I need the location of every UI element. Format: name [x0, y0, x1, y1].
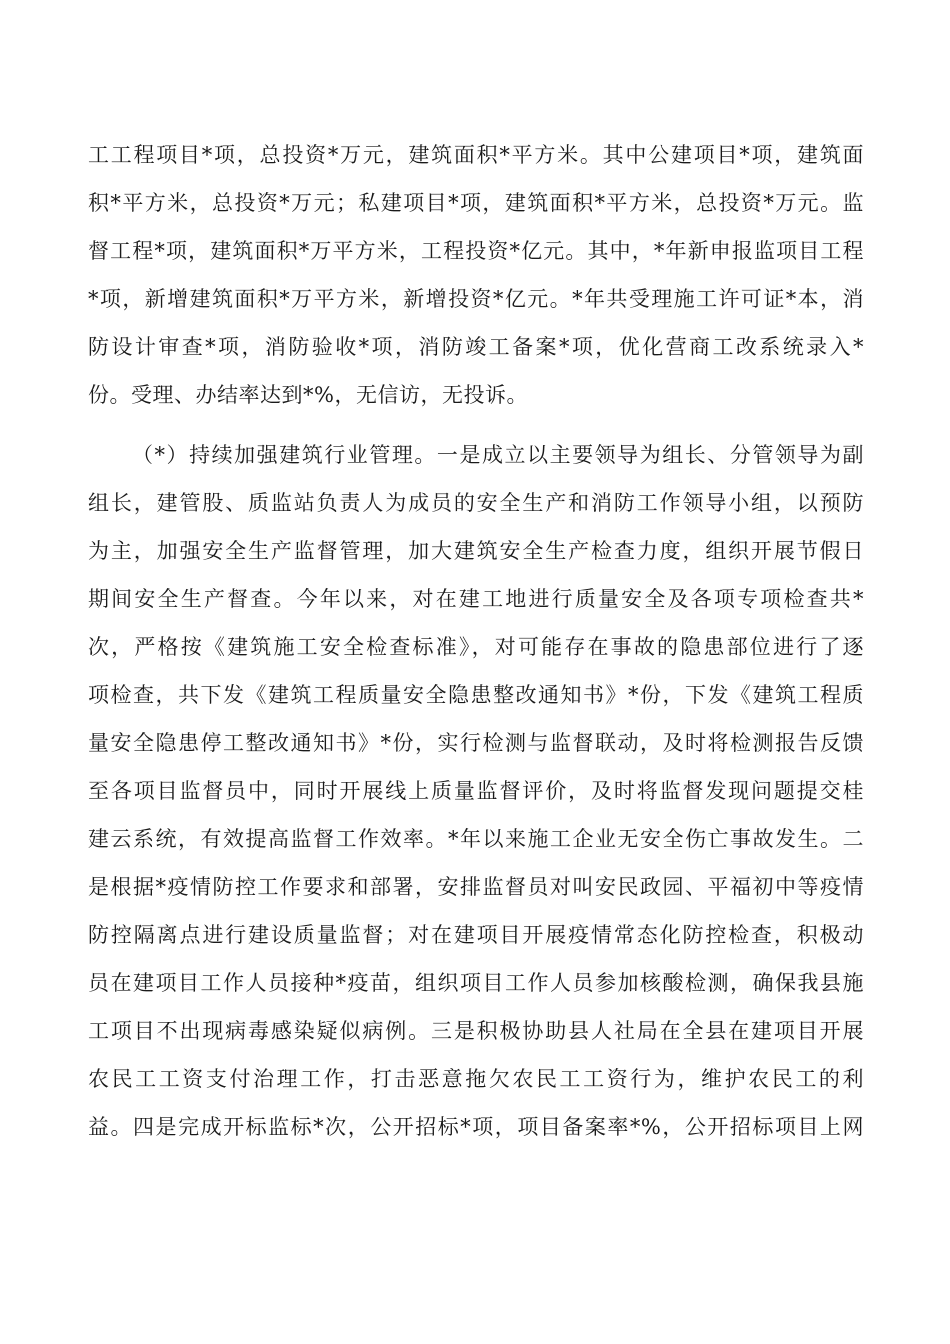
- paragraph-1-line-3: 督工程*项，建筑面积*万平方米，工程投资*亿元。其中，*年新申报监项目工程: [88, 239, 864, 263]
- document-body: [88, 131, 864, 1151]
- paragraph-2-line-1: （*）持续加强建筑行业管理。一是成立以主要领导为组长、分管领导为副: [132, 443, 864, 467]
- paragraph-1-line-5: 防设计审查*项，消防验收*项，消防竣工备案*项，优化营商工改系统录入*: [88, 335, 864, 359]
- paragraph-gap: [88, 419, 864, 431]
- paragraph-2-line-4: 期间安全生产督查。今年以来，对在建工地进行质量安全及各项专项检查共*: [88, 587, 864, 611]
- paragraph-2-line-12: 员在建项目工作人员接种*疫苗，组织项目工作人员参加核酸检测，确保我县施: [88, 971, 864, 995]
- paragraph-2-line-9: 建云系统，有效提高监督工作效率。*年以来施工企业无安全伤亡事故发生。二: [88, 827, 864, 851]
- paragraph-2-line-11: 防控隔离点进行建设质量监督；对在建项目开展疫情常态化防控检查，积极动: [88, 923, 864, 947]
- paragraph-1-line-6: 份。受理、办结率达到*%，无信访，无投诉。: [88, 383, 528, 407]
- paragraph-2-line-7: 量安全隐患停工整改通知书》*份，实行检测与监督联动，及时将检测报告反馈: [88, 731, 864, 755]
- paragraph-2-line-8: 至各项目监督员中，同时开展线上质量监督评价，及时将监督发现问题提交桂: [88, 779, 864, 803]
- paragraph-2-line-13: 工项目不出现病毒感染疑似病例。三是积极协助县人社局在全县在建项目开展: [88, 1019, 864, 1043]
- paragraph-2-line-5: 次，严格按《建筑施工安全检查标准》，对可能存在事故的隐患部位进行了逐: [88, 635, 864, 659]
- paragraph-1-line-2: 积*平方米，总投资*万元；私建项目*项，建筑面积*平方米，总投资*万元。监: [88, 191, 864, 215]
- paragraph-2-line-6: 项检查，共下发《建筑工程质量安全隐患整改通知书》*份，下发《建筑工程质: [88, 683, 864, 707]
- paragraph-2-line-10: 是根据*疫情防控工作要求和部署，安排监督员对叫安民政园、平福初中等疫情: [88, 875, 864, 899]
- paragraph-1-line-1: 工工程项目*项，总投资*万元，建筑面积*平方米。其中公建项目*项，建筑面: [88, 143, 864, 167]
- paragraph-2-line-14: 农民工工资支付治理工作，打击恶意拖欠农民工工资行为，维护农民工的利: [88, 1067, 864, 1091]
- paragraph-1-line-4: *项，新增建筑面积*万平方米，新增投资*亿元。*年共受理施工许可证*本，消: [88, 287, 864, 311]
- paragraph-2-line-3: 为主，加强安全生产监督管理，加大建筑安全生产检查力度，组织开展节假日: [88, 539, 864, 563]
- paragraph-2-line-15: 益。四是完成开标监标*次，公开招标*项，项目备案率*%，公开招标项目上网: [88, 1115, 864, 1139]
- paragraph-2-line-2: 组长，建管股、质监站负责人为成员的安全生产和消防工作领导小组，以预防: [88, 491, 864, 515]
